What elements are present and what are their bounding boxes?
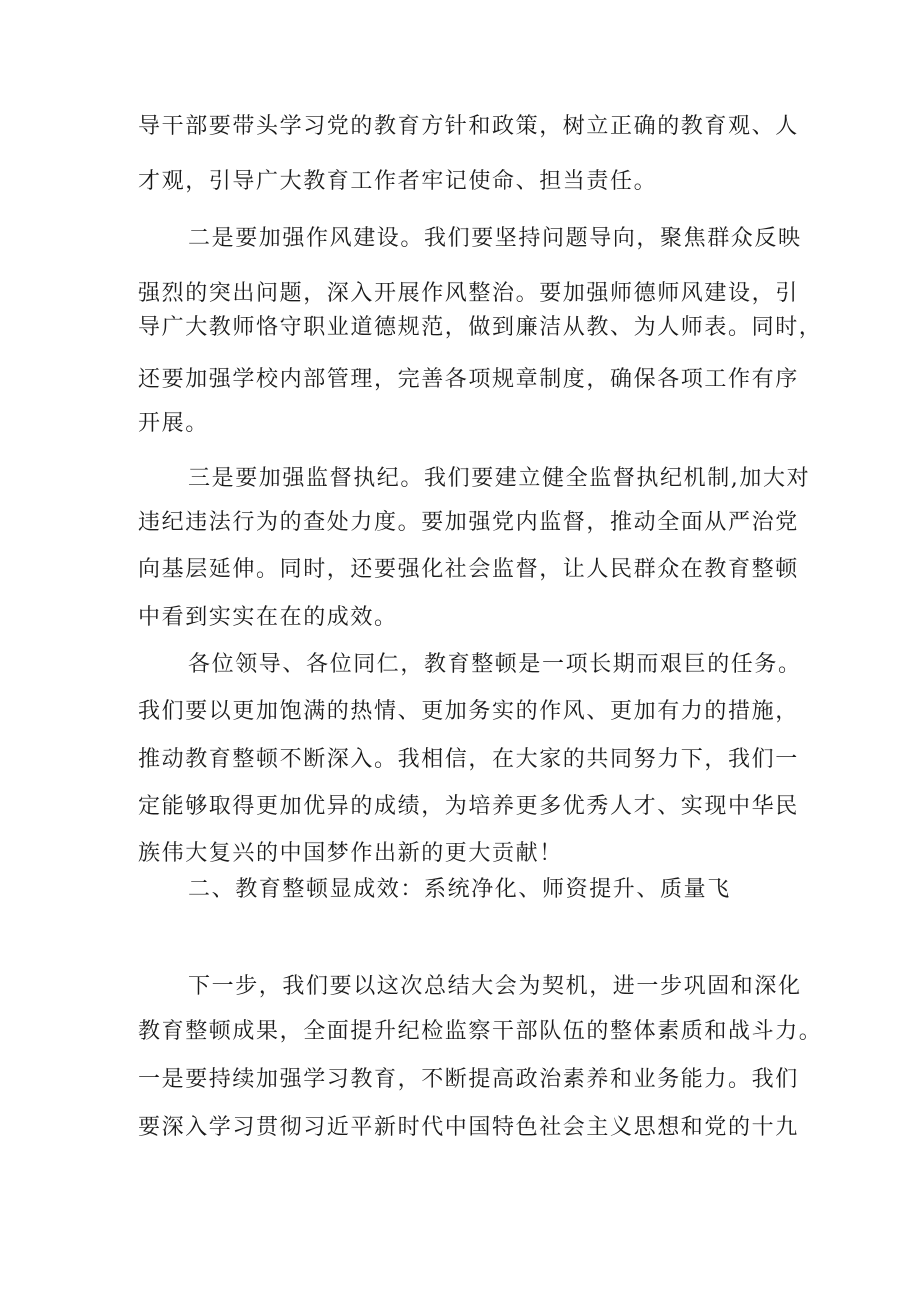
paragraph-line: 强烈的突出问题，深入开展作风整治。要加强师德师风建设，引 [138, 281, 799, 306]
paragraph-line: 三是要加强监督执纪。我们要建立健全监督执纪机制,加大对 [188, 466, 811, 491]
paragraph-line: 一是要持续加强学习教育，不断提高政治素养和业务能力。我们 [138, 1067, 799, 1092]
paragraph-line: 导广大教师恪守职业道德规范，做到廉洁从教、为人师表。同时， [138, 315, 823, 340]
section-heading: 二、教育整顿显成效：系统净化、师资提升、质量飞 [188, 877, 731, 902]
paragraph-line: 下一步，我们要以这次总结大会为契机，进一步巩固和深化 [188, 974, 802, 999]
paragraph-line: 中看到实实在在的成效。 [138, 605, 398, 630]
paragraph-line: 教育整顿成果，全面提升纪检监察干部队伍的整体素质和战斗力。 [138, 1019, 823, 1044]
paragraph-line: 推动教育整顿不断深入。我相信，在大家的共同努力下，我们一 [138, 747, 799, 772]
paragraph-line: 违纪违法行为的查处力度。要加强党内监督，推动全面从严治党 [138, 510, 799, 535]
paragraph-line: 才观，引导广大教育工作者牢记使命、担当责任。 [138, 169, 658, 194]
paragraph-line: 我们要以更加饱满的热情、更加务实的作风、更加有力的措施， [138, 699, 799, 724]
paragraph-line: 导干部要带头学习党的教育方针和政策，树立正确的教育观、人 [138, 114, 799, 139]
paragraph-line: 二是要加强作风建设。我们要坚持问题导向，聚焦群众反映 [188, 226, 802, 251]
paragraph-line: 族伟大复兴的中国梦作出新的更大贡献！ [138, 841, 563, 866]
paragraph-line: 要深入学习贯彻习近平新时代中国特色社会主义思想和党的十九 [138, 1115, 799, 1140]
paragraph-line: 向基层延伸。同时，还要强化社会监督，让人民群众在教育整顿 [138, 557, 799, 582]
paragraph-line: 各位领导、各位同仁，教育整顿是一项长期而艰巨的任务。 [188, 652, 802, 677]
paragraph-line: 还要加强学校内部管理，完善各项规章制度，确保各项工作有序 [138, 367, 799, 392]
paragraph-line: 定能够取得更加优异的成绩，为培养更多优秀人才、实现中华民 [138, 794, 799, 819]
paragraph-line: 开展。 [138, 411, 209, 436]
